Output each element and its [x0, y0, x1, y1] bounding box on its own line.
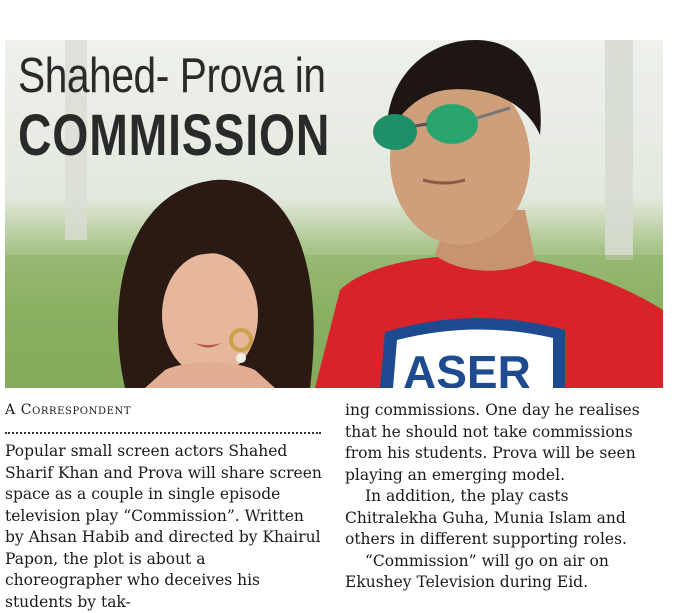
article-column-left	[5, 400, 325, 613]
dotted-divider	[5, 426, 321, 434]
article-column-right	[345, 400, 663, 594]
article-text-left: Popular small screen actors Shahed Sharif Khan and Prova will share screen space as a couple in single episode television play “Commission”. Written by Ahsan Habib and directed by Khairul Papon, the plot is about a choreographer who deceives his students by tak-	[5, 442, 322, 611]
article-paragraph-3: “Commission” will go on air on Ekushey Television during Eid.	[345, 551, 609, 591]
headline	[18, 49, 408, 168]
headline-line-2: COMMISSION	[18, 103, 331, 168]
article-paragraph-2: In addition, the play casts Chitralekha Guha, Munia Islam and others in different supporting roles.	[345, 487, 627, 548]
headline-line-1: Shahed- Prova in	[18, 49, 326, 103]
byline: A Correspondent	[5, 402, 132, 418]
shirt-logo-text: ASER	[403, 346, 531, 388]
article-paragraph-1-continued: ing commissions. One day he realises that he should not take commissions from his students. Prova will be seen playing an emerging model.	[345, 401, 640, 484]
